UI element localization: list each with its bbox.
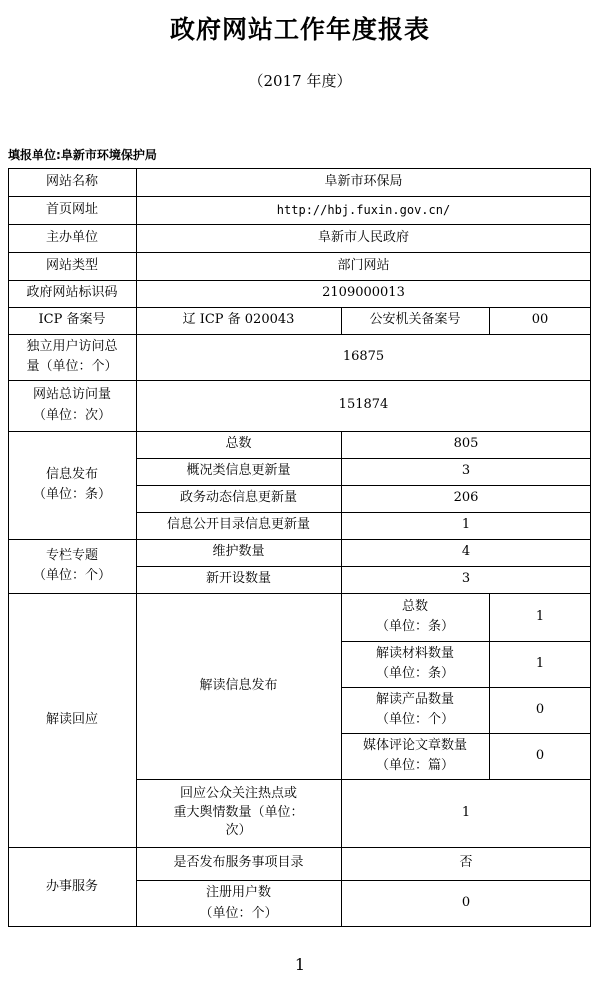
interpretation-products-value: 0 bbox=[535, 701, 545, 717]
columns-maintained-value: 4 bbox=[461, 544, 471, 560]
registered-users-label: 注册用户数 （单位：个） bbox=[199, 885, 278, 921]
row-line bbox=[341, 641, 591, 642]
site-type-label: 网站类型 bbox=[45, 257, 98, 273]
police-record-label: 公安机关备案号 bbox=[369, 312, 461, 328]
table-border-right bbox=[590, 168, 591, 927]
table-border-bottom bbox=[8, 926, 591, 927]
service-catalog-value: 否 bbox=[459, 855, 473, 871]
registered-users-value: 0 bbox=[461, 895, 471, 911]
overview-update-value: 3 bbox=[461, 463, 471, 479]
media-articles-value: 0 bbox=[535, 747, 545, 763]
sponsor-label: 主办单位 bbox=[45, 229, 98, 245]
info-publish-label: 信息发布 （单位：条） bbox=[32, 466, 111, 502]
public-response-value: 1 bbox=[461, 804, 471, 820]
interpretation-products-label: 解读产品数量 （单位：个） bbox=[375, 691, 454, 727]
overview-update-label: 概况类信息更新量 bbox=[186, 463, 291, 479]
row-line bbox=[8, 593, 591, 594]
table-border-left bbox=[8, 168, 9, 927]
disclosure-update-value: 1 bbox=[461, 517, 471, 533]
row-line bbox=[8, 280, 591, 281]
icp-value: 辽 ICP 备 020043 bbox=[182, 312, 295, 328]
homepage-value: http://hbj.fuxin.gov.cn/ bbox=[276, 202, 451, 217]
interpretation-publish-label: 解读信息发布 bbox=[199, 677, 278, 693]
row-line bbox=[341, 687, 591, 688]
icp-label: ICP 备案号 bbox=[38, 312, 106, 328]
info-total-label: 总数 bbox=[225, 436, 252, 452]
row-line bbox=[8, 224, 591, 225]
filler-unit bbox=[8, 146, 157, 163]
row-line bbox=[8, 196, 591, 197]
columns-maintained-label: 维护数量 bbox=[212, 544, 265, 560]
total-visits-value: 151874 bbox=[338, 397, 389, 413]
interpretation-total-label: 总数 （单位：条） bbox=[375, 598, 454, 634]
row-line bbox=[8, 168, 591, 169]
col-divider-police bbox=[489, 307, 490, 334]
row-line bbox=[341, 733, 591, 734]
interpretation-label: 解读回应 bbox=[45, 711, 98, 727]
gov-news-update-label: 政务动态信息更新量 bbox=[179, 490, 297, 506]
row-line bbox=[136, 779, 591, 780]
col-divider-icp bbox=[341, 307, 342, 334]
report-year: （2017 年度） bbox=[248, 72, 352, 90]
row-line bbox=[8, 539, 591, 540]
info-total-value: 805 bbox=[453, 436, 479, 452]
filler-label: 填报单位: bbox=[8, 148, 61, 162]
interpretation-total-value: 1 bbox=[535, 608, 545, 624]
service-catalog-label: 是否发布服务事项目录 bbox=[173, 855, 304, 871]
disclosure-update-label: 信息公开目录信息更新量 bbox=[166, 517, 310, 533]
col-divider-3 bbox=[489, 593, 490, 779]
interpretation-materials-label: 解读材料数量 （单位：条） bbox=[375, 645, 454, 681]
row-line bbox=[8, 380, 591, 381]
total-visits-label: 网站总访问量 （单位：次） bbox=[32, 387, 111, 423]
police-record-value: 00 bbox=[531, 312, 549, 328]
columns-new-value: 3 bbox=[461, 571, 471, 587]
gov-news-update-value: 206 bbox=[453, 490, 479, 506]
columns-new-label: 新开设数量 bbox=[205, 571, 271, 587]
filler-value: 阜新市环境保护局 bbox=[60, 148, 157, 162]
row-line bbox=[8, 847, 591, 848]
row-line bbox=[136, 485, 591, 486]
homepage-label: 首页网址 bbox=[45, 201, 98, 217]
services-label: 办事服务 bbox=[45, 878, 98, 894]
col-divider-2 bbox=[341, 431, 342, 927]
site-type-value: 部门网站 bbox=[337, 257, 390, 273]
row-line bbox=[8, 307, 591, 308]
site-name-label: 网站名称 bbox=[45, 173, 98, 189]
site-name-value: 阜新市环保局 bbox=[324, 173, 403, 189]
row-line bbox=[8, 334, 591, 335]
media-articles-label: 媒体评论文章数量 （单位：篇） bbox=[362, 737, 467, 773]
unique-visitors-value: 16875 bbox=[342, 348, 385, 364]
row-line bbox=[136, 566, 591, 567]
row-line bbox=[8, 252, 591, 253]
columns-label: 专栏专题 （单位：个） bbox=[32, 547, 111, 583]
row-line bbox=[8, 431, 591, 432]
public-response-label: 回应公众关注热点或 重大舆情数量（单位： 次） bbox=[173, 785, 304, 839]
interpretation-materials-value: 1 bbox=[535, 655, 545, 671]
site-id-label: 政府网站标识码 bbox=[26, 285, 118, 301]
sponsor-value: 阜新市人民政府 bbox=[317, 229, 409, 245]
page-number: 1 bbox=[294, 955, 306, 974]
col-divider-1 bbox=[136, 168, 137, 927]
page-title: 政府网站工作年度报表 bbox=[169, 15, 430, 44]
row-line bbox=[136, 880, 591, 881]
unique-visitors-label: 独立用户访问总 量（单位：个） bbox=[26, 338, 118, 374]
row-line bbox=[136, 458, 591, 459]
site-id-value: 2109000013 bbox=[322, 285, 405, 301]
row-line bbox=[136, 512, 591, 513]
